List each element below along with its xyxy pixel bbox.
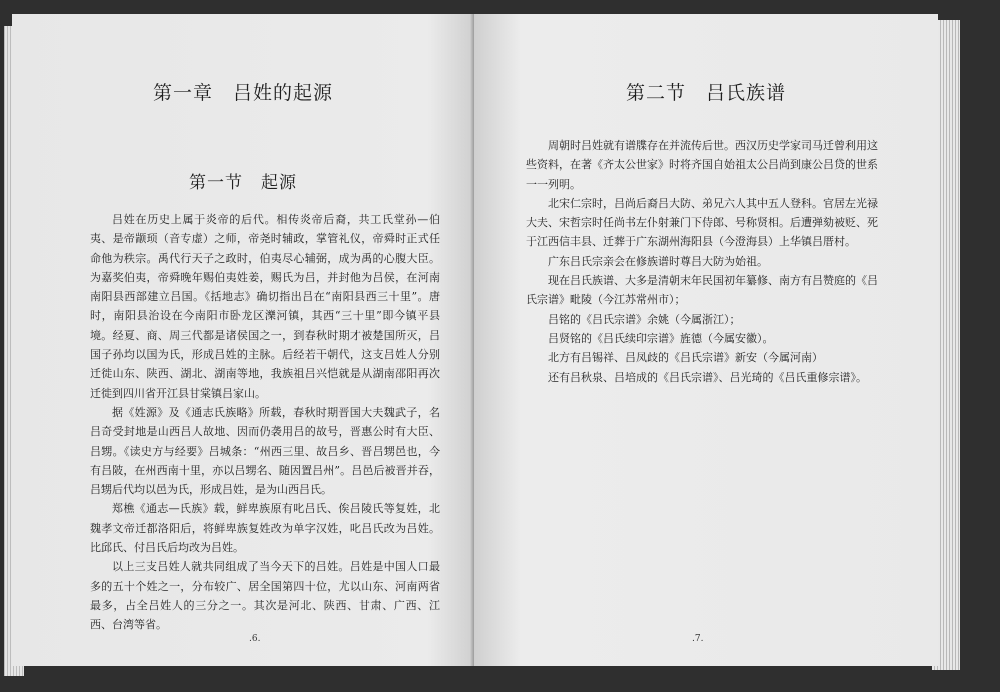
- paragraph: 据《姓源》及《通志氏族略》所载，春秋时期晋国大夫魏武子，名吕奇受封地是山西吕人故地、因而仍袭用吕的故号，晋惠公时有大臣、吕甥。《读史方与经要》吕城条：“州西三里、故吕乡、晋吕甥邑也，今有吕陂，在州西南十里，亦以吕甥名、随因置吕州”。吕邑后被晋并吞，吕甥后代均以邑为氏，形成吕姓，是为山西吕氏。: [90, 405, 440, 497]
- paragraph: 周朝时吕姓就有谱牒存在并流传后世。西汉历史学家司马迁曾利用这些资料，在著《齐太公世家》时将齐国自始祖太公吕尚到康公吕贷的世系一一列明。: [526, 139, 878, 191]
- paragraph: 北方有吕锡祥、吕凤歧的《吕氏宗谱》新安（今属河南）: [548, 351, 823, 365]
- section-title-origin: 第一节 起源: [189, 173, 297, 193]
- page-number-right: .7.: [692, 634, 704, 644]
- paragraph: 广东吕氏宗亲会在修族谱时尊吕大防为始祖。: [548, 254, 768, 268]
- right-page: [474, 14, 938, 666]
- page-number-left: .6.: [249, 634, 261, 644]
- left-body-text: [90, 210, 440, 635]
- right-body-text: [526, 136, 878, 387]
- paragraph: 吕铭的《吕氏宗谱》余姚（今属浙江）；: [548, 312, 741, 326]
- paragraph: 还有吕秋泉、吕培成的《吕氏宗谱》、吕光琦的《吕氏重修宗谱》。: [548, 370, 867, 384]
- chapter-title: 第一章 吕姓的起源: [152, 82, 333, 104]
- left-page: [12, 14, 474, 666]
- paragraph: 以上三支吕姓人就共同组成了当今天下的吕姓。吕姓是中国人口最多的五十个姓之一，分布较广、居全国第四十位，尤以山东、河南两省最多，占全吕姓人的三分之一。其次是河北、陕西、甘肃、广西、江西、台湾等省。: [90, 560, 440, 632]
- paragraph: 郑樵《通志—氏族》载，鲜卑族原有叱吕氏、俟吕陵氏等复姓，北魏孝文帝迁都洛阳后，将鲜卑族复姓改为单字汉姓，叱吕氏改为吕姓。比邱氏、付吕氏后均改为吕姓。: [90, 502, 440, 555]
- section-title-genealogy: 第二节 吕氏族谱: [625, 82, 786, 104]
- paragraph: 吕姓在历史上属于炎帝的后代。相传炎帝后裔，共工氏堂孙—伯夷、是帝颛顼（音专虚）之师，帝尧时辅政，掌管礼仪，帝舜时正式任命他为秩宗。禹代行天子之政时，伯夷尽心辅弼，成为禹的心腹大臣。为嘉奖伯夷，帝舜晚年赐伯夷姓姜，赐氏为吕，并封他为吕侯，在河南南阳县西部建立吕国。《括地志》确切指出吕在“南阳县西三十里”。唐时，南阳县治设在今南阳市卧龙区濼河镇，其西“三十里”即今镇平县境。经夏、商、周三代都是诸侯国之一，到春秋时期才被楚国所灭，吕国子孙均以国为氏，形成吕姓的主脉。后经若干朝代，这支吕姓人分别迁徙山东、陕西、湖北、湖南等地，我族祖吕兴恺就是从湖南邵阳再次迁徙到四川省开江县甘棠镇吕家山。: [90, 213, 440, 400]
- paragraph: 现在吕氏族谱、大多是清朝末年民国初年纂修、南方有吕赞庭的《吕氏宗谱》毗陵（今江苏常州市）；: [526, 274, 878, 307]
- paragraph: 吕贤铭的《吕氏续印宗谱》旌德（今属安徽）。: [548, 331, 774, 345]
- paragraph: 北宋仁宗时，吕尚后裔吕大防、弟兄六人其中五人登科。官居左光禄大夫、宋哲宗时任尚书左仆射兼门下侍郎、号称贤相。后遭弹劾被贬、死于江西信丰县、迁葬于广东湖州海阳县（今澄海县）上华镇吕厝村。: [526, 196, 878, 249]
